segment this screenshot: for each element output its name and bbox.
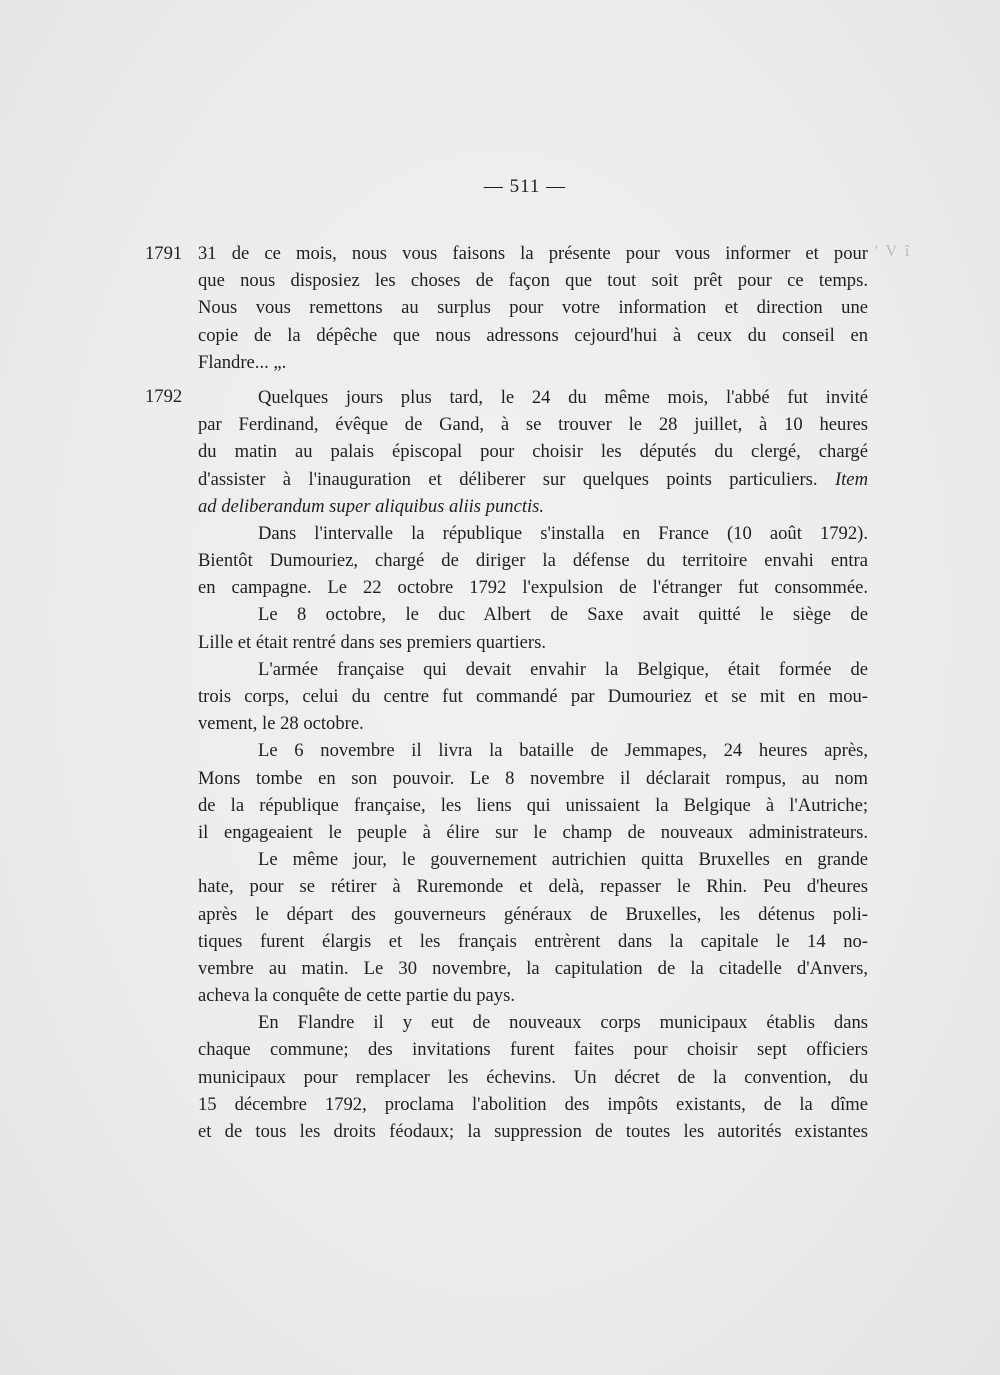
text-line: Lille et était rentré dans ses premiers quartiers. [198,631,546,653]
text-line: 31 de ce mois, nous vous faisons la présente pour vous informer et pour [198,243,868,264]
text-line: Le même jour, le gouvernement autrichien quitta Bruxelles en grande [258,849,868,871]
text-line: après le départ des gouverneurs généraux de Bruxelles, les détenus poli- [198,903,868,925]
text-line: copie de la dépêche que nous adressons cejourd'hui à ceux du conseil en [198,324,868,346]
text-line: Le 8 octobre, le duc Albert de Saxe avait quitté le siège de [258,604,868,626]
body-text [198,240,868,1145]
text-line: en campagne. Le 22 octobre 1792 l'expulsion de l'étranger fut consommée. [198,577,868,599]
text-line [198,466,868,493]
text-line: tiques furent élargis et les français entrèrent dans la capitale le 14 no- [198,930,868,952]
text-line: hate, pour se rétirer à Ruremonde et delà, repasser le Rhin. Peu d'heures [198,876,868,898]
text-line: il engageaient le peuple à élire sur le champ de nouveaux administrateurs. [198,821,868,843]
text-line: vembre au matin. Le 30 novembre, la capitulation de la citadelle d'Anvers, [198,957,868,979]
text-line: et de tous les droits féodaux; la suppression de toutes les autorités existantes [198,1121,868,1142]
text-line: Bientôt Dumouriez, chargé de diriger la défense du territoire envahi entra [198,550,868,572]
latin-phrase: Item [834,468,868,490]
text-line: trois corps, celui du centre fut commandé par Dumouriez et se mit en mou- [198,686,868,707]
text-line: Mons tombe en son pouvoir. Le 8 novembre il déclarait rompus, au nom [198,767,868,789]
text-line: Dans l'intervalle la république s'installa en France (10 août 1792). [258,522,868,544]
text-line: Nous vous remettons au surplus pour votre information et direction une [198,297,868,319]
text-line: acheva la conquête de cette partie du pays. [198,985,515,1007]
text-line: vement, le 28 octobre. [198,713,364,735]
text-line: Quelques jours plus tard, le 24 du même mois, l'abbé fut invité [258,386,868,408]
text-line: 15 décembre 1792, proclama l'abolition des impôts existants, de la dîme [198,1093,868,1115]
text-line: par Ferdinand, évêque de Gand, à se trouver le 28 juillet, à 10 heures [198,414,868,436]
text-line: L'armée française qui devait envahir la Belgique, était formée de [258,658,868,680]
text-line: chaque commune; des invitations furent faites pour choisir sept officiers [198,1039,868,1061]
page-number: — 511 — [483,176,567,197]
text-line: municipaux pour remplacer les échevins. Un décret de la convention, du [198,1066,868,1088]
text-line: Le 6 novembre il livra la bataille de Jemmapes, 24 heures après, [258,740,868,762]
text-line: de la république française, les liens qui unissaient la Belgique à l'Autriche; [198,794,868,816]
latin-phrase-line: ad deliberandum super aliquibus aliis punctis. [198,495,545,517]
text-line: Flandre... „. [198,351,287,373]
text-segment: d'assister à l'inauguration et déliberer sur quelques points particuliers. [198,468,818,490]
text-line: du matin au palais épiscopal pour choisir les députés du clergé, chargé [198,441,868,463]
bleed-through-text: ' V î [875,243,912,260]
text-line: que nous disposiez les choses de façon que tout soit prêt pour ce temps. [198,270,868,292]
text-line: En Flandre il y eut de nouveaux corps municipaux établis dans [258,1012,868,1034]
margin-year-1792: 1792 [145,386,183,407]
margin-year-1791: 1791 [145,243,183,264]
